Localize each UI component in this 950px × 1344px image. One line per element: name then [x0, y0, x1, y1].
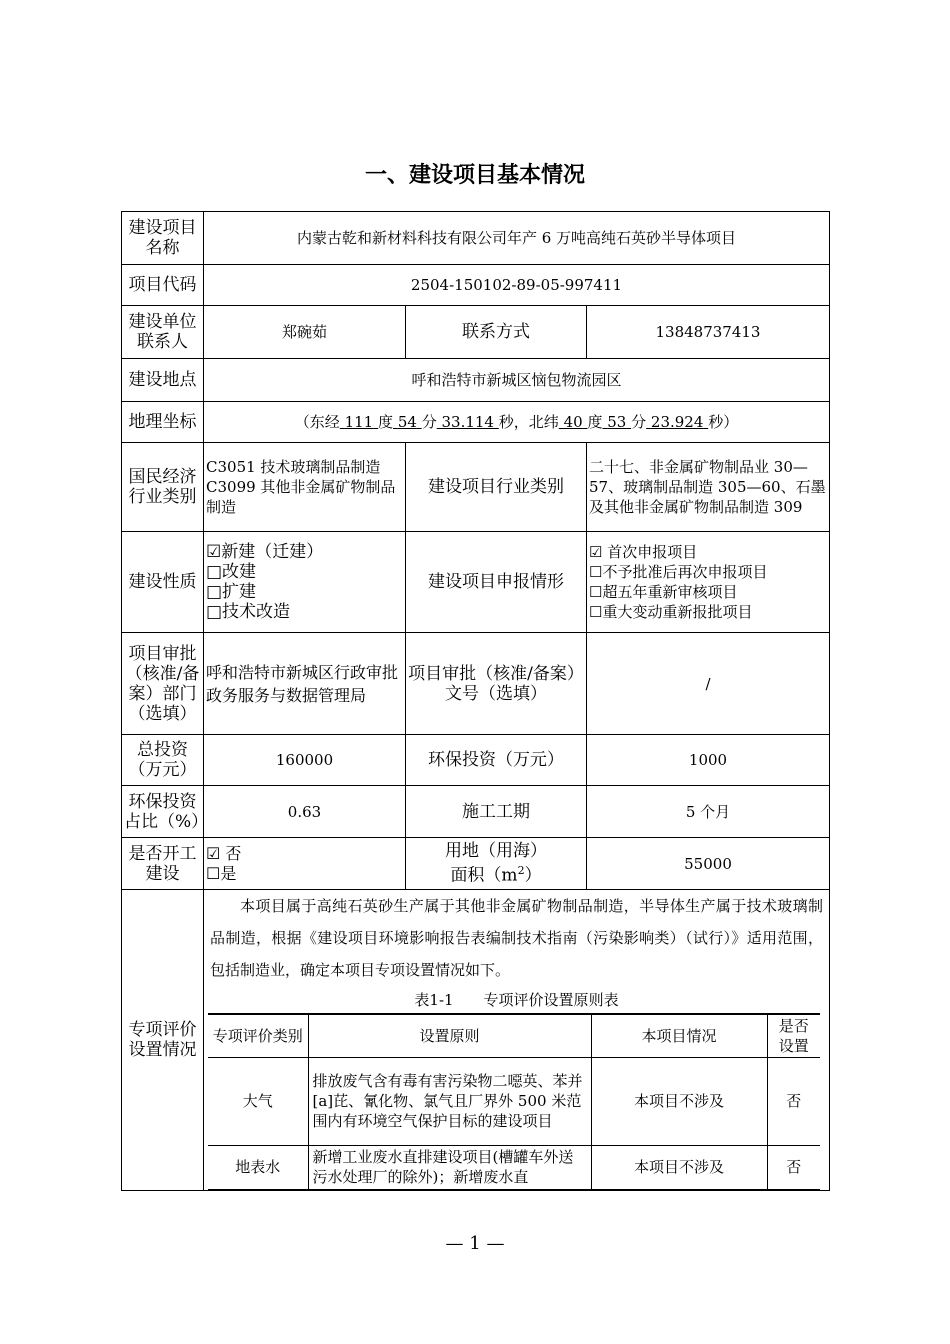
- label-investment: 总投资（万元）: [122, 735, 204, 786]
- page-number: — 1 —: [445, 1233, 505, 1254]
- value-phone: 13848737413: [587, 306, 830, 359]
- special-table: [208, 1013, 820, 1190]
- row-contact: [122, 306, 830, 359]
- value-location: 呼和浩特市新城区恼包物流园区: [204, 359, 830, 402]
- label-special: 专项评价设置情况: [122, 890, 204, 1191]
- row-nature: [122, 532, 830, 633]
- row-industry: [122, 443, 830, 532]
- row-started: [122, 838, 830, 890]
- value-contact: 郑碗茹: [204, 306, 406, 359]
- table-row: [208, 1057, 820, 1145]
- value-project-industry: 二十七、非金属矿物制品业 30—57、玻璃制品制造 305—60、石墨及其他非金属矿物制品制造 309: [587, 443, 830, 532]
- cell-type: 大气: [208, 1057, 308, 1145]
- cell-situation: 本项目不涉及: [591, 1057, 767, 1145]
- cell-principle: 新增工业废水直排建设项目(槽罐车外送污水处理厂的除外)；新增废水直: [308, 1145, 591, 1189]
- checkbox-major-change[interactable]: ☐重大变动重新报批项目: [589, 603, 753, 621]
- row-investment: [122, 735, 830, 786]
- label-location: 建设地点: [122, 359, 204, 402]
- label-contact: 建设单位联系人: [122, 306, 204, 359]
- value-duration: 5 个月: [587, 786, 830, 838]
- value-ratio: 0.63: [204, 786, 406, 838]
- checkbox-reapply[interactable]: ☐不予批准后再次申报项目: [589, 563, 768, 581]
- cell-set: 否: [767, 1145, 820, 1189]
- project-info-table: [121, 211, 830, 1191]
- label-started: 是否开工建设: [122, 838, 204, 890]
- label-application: 建设项目申报情形: [406, 532, 587, 633]
- checkbox-expand[interactable]: □扩建: [206, 582, 257, 602]
- checkbox-rebuild[interactable]: □改建: [206, 562, 257, 582]
- cell-principle: 排放废气含有毒有害污染物二噁英、苯并[a]芘、氰化物、氯气且厂界外 500 米范围内有环境空气保护目标的建设项目: [308, 1057, 591, 1145]
- value-area: 55000: [587, 838, 830, 890]
- value-env-investment: 1000: [587, 735, 830, 786]
- label-project-name: 建设项目名称: [122, 212, 204, 265]
- table-row: [208, 1145, 820, 1189]
- row-location: [122, 359, 830, 402]
- row-project-name: [122, 212, 830, 265]
- cell-type: 地表水: [208, 1145, 308, 1189]
- checkbox-first[interactable]: ☑ 首次申报项目: [589, 543, 698, 561]
- row-project-code: [122, 265, 830, 306]
- checkbox-five-years[interactable]: ☐超五年重新审核项目: [589, 583, 738, 601]
- label-approval: 项目审批（核准/备案）部门（选填）: [122, 633, 204, 735]
- value-project-name: 内蒙古乾和新材料科技有限公司年产 6 万吨高纯石英砂半导体项目: [204, 212, 830, 265]
- checkbox-tech[interactable]: □技术改造: [206, 602, 291, 622]
- value-approval-no: /: [587, 633, 830, 735]
- header-type: 专项评价类别: [208, 1014, 308, 1057]
- label-area: 用地（用海） 面积$(m^2)$: [406, 838, 587, 890]
- label-industry: 国民经济行业类别: [122, 443, 204, 532]
- row-special: [122, 890, 830, 1191]
- value-coords: （东经 111 度 54 分 33.114 秒，北纬 40 度 53 分 23.924 秒）: [204, 402, 830, 443]
- label-project-industry: 建设项目行业类别: [406, 443, 587, 532]
- row-approval: [122, 633, 830, 735]
- checkbox-new[interactable]: ☑新建（迁建）: [206, 542, 324, 562]
- value-approval: 呼和浩特市新城区行政审批政务服务与数据管理局: [204, 633, 406, 735]
- label-nature: 建设性质: [122, 532, 204, 633]
- value-industry: C3051 技术玻璃制品制造 C3099 其他非金属矿物制品制造: [204, 443, 406, 532]
- label-ratio: 环保投资占比（%）: [122, 786, 204, 838]
- checkbox-yes[interactable]: ☐是: [206, 863, 237, 883]
- table-caption: 表1-1 专项评价设置原则表: [414, 991, 619, 1009]
- started-options: [204, 838, 406, 890]
- page-title: 一、建设项目基本情况: [364, 163, 585, 188]
- label-env-investment: 环保投资（万元）: [406, 735, 587, 786]
- special-paragraph: 本项目属于高纯石英砂生产属于其他非金属矿物制品制造，半导体生产属于技术玻璃制品制造，根据《建设项目环境影响报告表编制技术指南（污染影响类）（试行）》适用范围，包括制造业，确定本项目专项设置情况如下。: [210, 897, 823, 979]
- row-coords: [122, 402, 830, 443]
- special-header-row: [208, 1014, 820, 1057]
- cell-set: 否: [767, 1057, 820, 1145]
- value-project-code: 2504-150102-89-05-997411: [204, 265, 830, 306]
- checkbox-no[interactable]: ☑ 否: [206, 843, 242, 863]
- label-project-code: 项目代码: [122, 265, 204, 306]
- cell-situation: 本项目不涉及: [591, 1145, 767, 1189]
- header-situation: 本项目情况: [591, 1014, 767, 1057]
- header-set: 是否设置: [767, 1014, 820, 1057]
- application-options: [587, 532, 830, 633]
- special-content: [204, 890, 830, 1191]
- header-principle: 设置原则: [308, 1014, 591, 1057]
- label-coords: 地理坐标: [122, 402, 204, 443]
- label-phone: 联系方式: [406, 306, 587, 359]
- value-investment: 160000: [204, 735, 406, 786]
- label-duration: 施工工期: [406, 786, 587, 838]
- nature-options: [204, 532, 406, 633]
- label-approval-no: 项目审批（核准/备案）文号（选填）: [406, 633, 587, 735]
- row-ratio: [122, 786, 830, 838]
